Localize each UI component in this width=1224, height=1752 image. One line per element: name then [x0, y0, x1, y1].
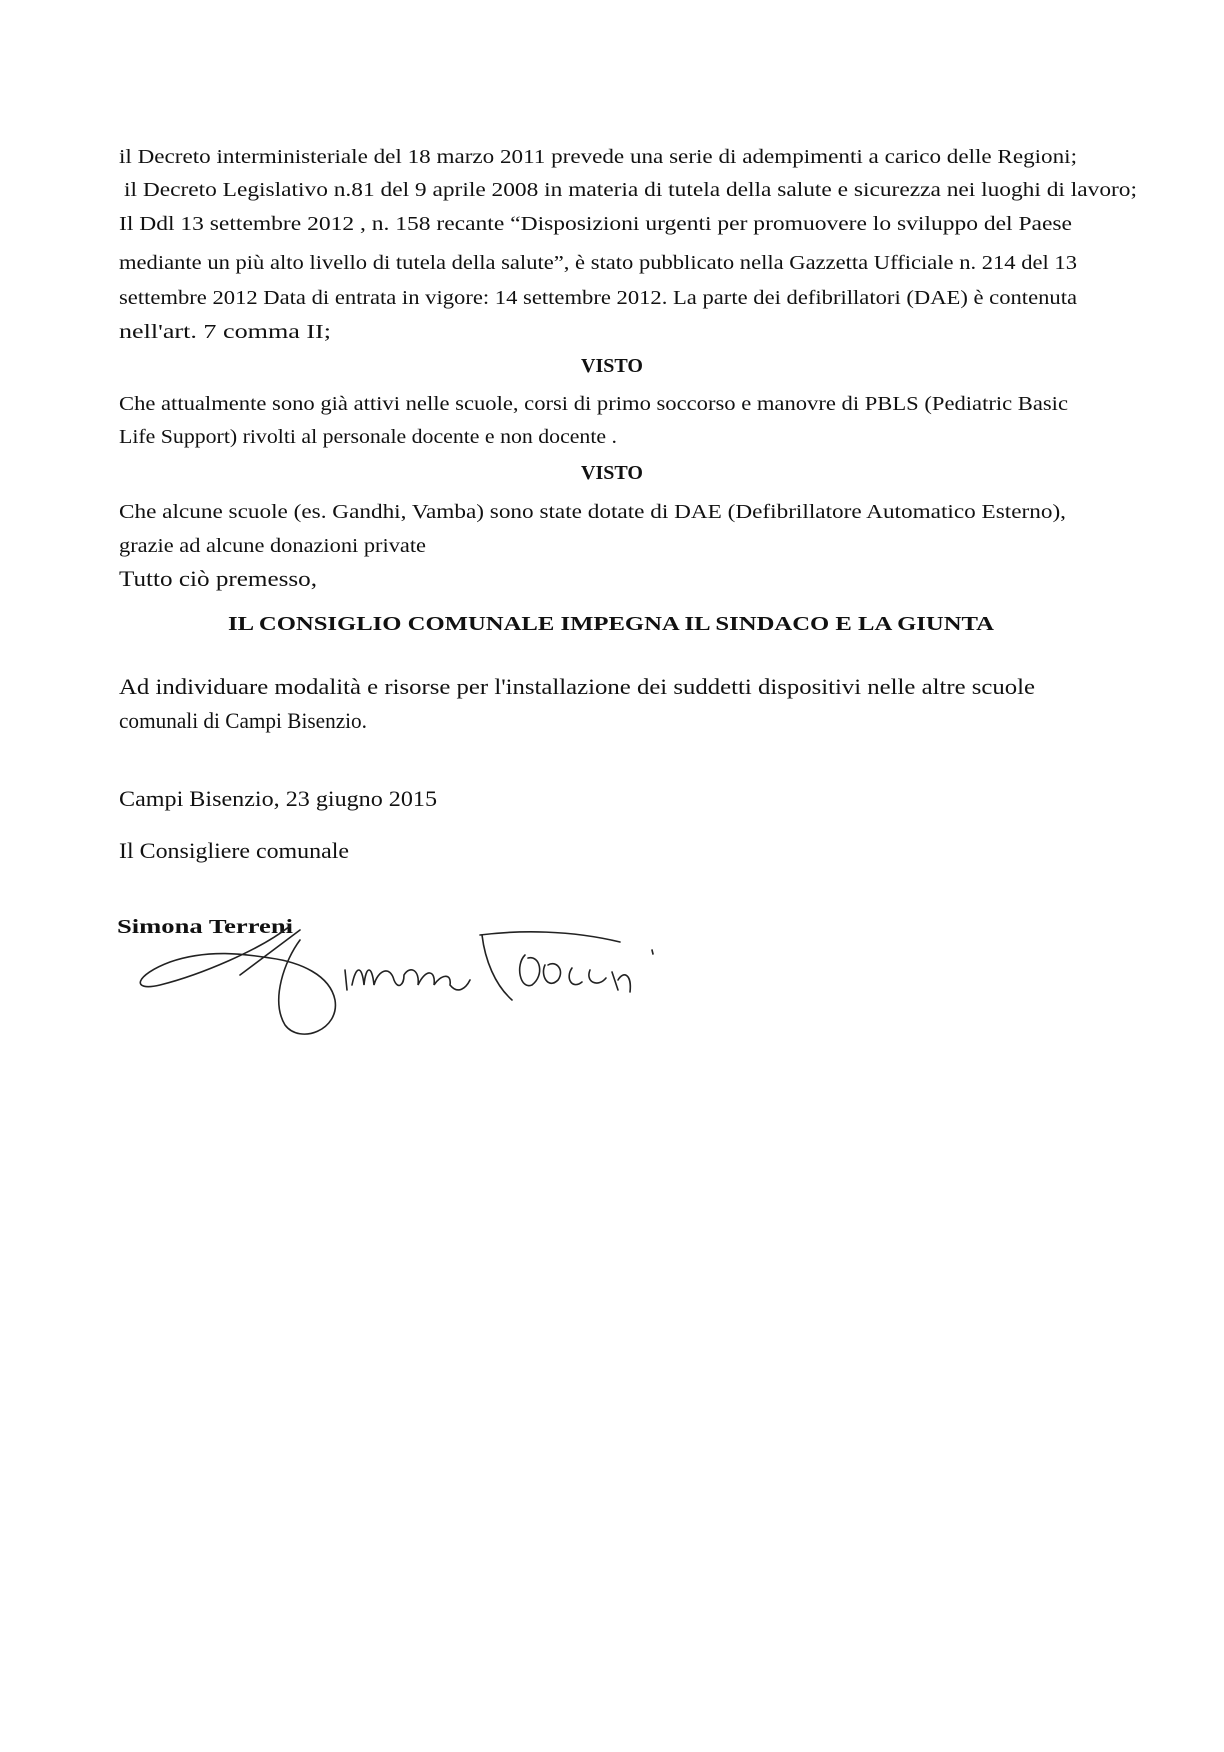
visto-heading: VISTO — [581, 355, 643, 377]
resolution-line: Ad individuare modalità e risorse per l'installazione dei suddetti dispositivi nelle altre scuole — [119, 674, 1035, 699]
premise-line: nell'art. 7 comma II; — [119, 321, 331, 343]
premessa-text: Tutto ciò premesso, — [119, 566, 317, 591]
visto-text-line: grazie ad alcune donazioni private — [119, 535, 427, 557]
visto-text-line: Che alcune scuole (es. Gandhi, Vamba) sono state dotate di DAE (Defibrillatore Automatico Esterno), — [119, 501, 1066, 523]
premise-line: il Decreto Legislativo n.81 del 9 aprile 2008 in materia di tutela della salute e sicurezza nei luoghi di lavoro; — [124, 179, 1137, 201]
visto-text-line: Life Support) rivolti al personale docente e non docente . — [119, 426, 617, 448]
visto-heading: VISTO — [581, 462, 643, 484]
visto-text-line: Che attualmente sono già attivi nelle scuole, corsi di primo soccorso e manovre di PBLS (Pediatric Basic — [119, 393, 1069, 415]
premise-line: mediante un più alto livello di tutela della salute”, è stato pubblicato nella Gazzetta Ufficiale n. 214 del 13 — [119, 252, 1077, 274]
premise-line: il Decreto interministeriale del 18 marzo 2011 prevede una serie di adempimenti a carico delle Regioni; — [119, 146, 1077, 168]
premise-line: settembre 2012 Data di entrata in vigore: 14 settembre 2012. La parte dei defibrillatori (DAE) è contenuta — [119, 287, 1078, 309]
resolution-heading: IL CONSIGLIO COMUNALE IMPEGNA IL SINDACO E LA GIUNTA — [228, 613, 995, 635]
premise-line: Il Ddl 13 settembre 2012 , n. 158 recante “Disposizioni urgenti per promuovere lo sviluppo del Paese — [119, 213, 1073, 235]
place-date: Campi Bisenzio, 23 giugno 2015 — [119, 786, 437, 811]
signer-name: Simona Terreni — [117, 916, 294, 938]
signer-role: Il Consigliere comunale — [119, 838, 349, 863]
resolution-line: comunali di Campi Bisenzio. — [119, 708, 367, 733]
